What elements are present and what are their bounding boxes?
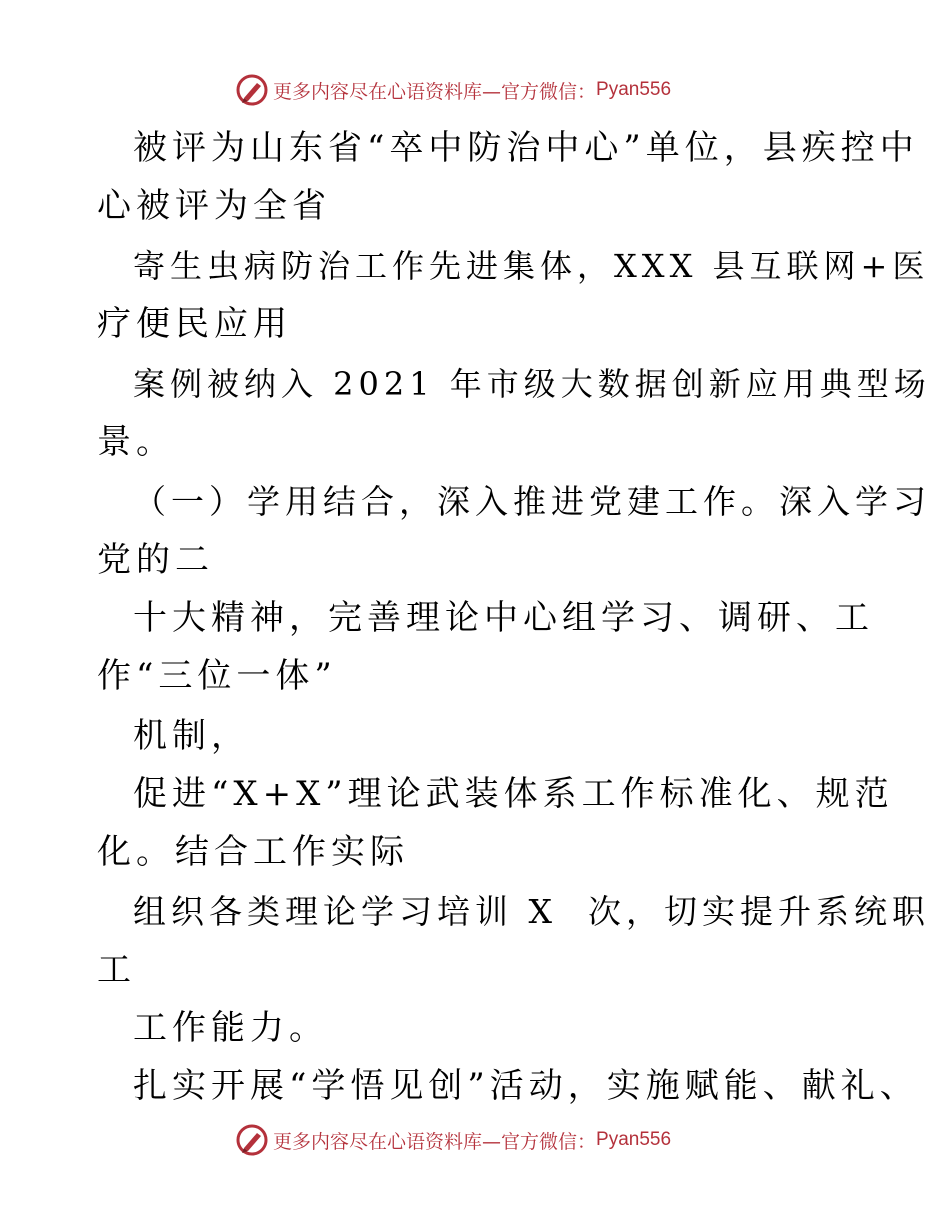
watermark-wechat-id: Pyan556 [596, 1129, 672, 1150]
text-line-10: 作“三位一体” [97, 656, 337, 696]
text-line-8: 党的二 [97, 540, 214, 580]
text-line-12: 促进“X+X”理论武装体系工作标准化、规范 [133, 774, 894, 814]
text-line-5: 案例被纳入 2021 年市级大数据创新应用典型场 [133, 365, 931, 403]
text-line-2: 心被评为全省 [97, 186, 331, 226]
text-line-9: 十大精神，完善理论中心组学习、调研、工 [133, 598, 874, 638]
text-line-13: 化。结合工作实际 [97, 832, 409, 872]
text-line-4: 疗便民应用 [97, 304, 292, 344]
watermark-text: 更多内容尽在心语资料库—官方微信： [273, 80, 597, 103]
text-line-14: 组织各类理论学习培训 X 次，切实提升系统职 [133, 892, 930, 931]
text-line-1: 被评为山东省“卒中防治中心”单位，县疾控中 [133, 128, 919, 168]
text-line-7: （一）学用结合，深入推进党建工作。深入学习 [133, 482, 931, 521]
footer-watermark [235, 1122, 671, 1158]
text-line-15: 工 [97, 950, 136, 990]
pen-seal-icon [235, 73, 269, 107]
text-line-17: 扎实开展“学悟见创”活动，实施赋能、献礼、 [133, 1066, 919, 1106]
text-line-16: 工作能力。 [133, 1008, 328, 1048]
text-line-6: 景。 [97, 422, 175, 462]
watermark-wechat-id: Pyan556 [596, 79, 672, 100]
watermark-text: 更多内容尽在心语资料库—官方微信： [273, 1130, 597, 1153]
pen-seal-icon [235, 1123, 269, 1157]
text-line-11: 机制， [133, 716, 250, 756]
text-line-3: 寄生虫病防治工作先进集体，XXX 县互联网+医 [133, 247, 930, 285]
header-watermark [235, 72, 671, 108]
